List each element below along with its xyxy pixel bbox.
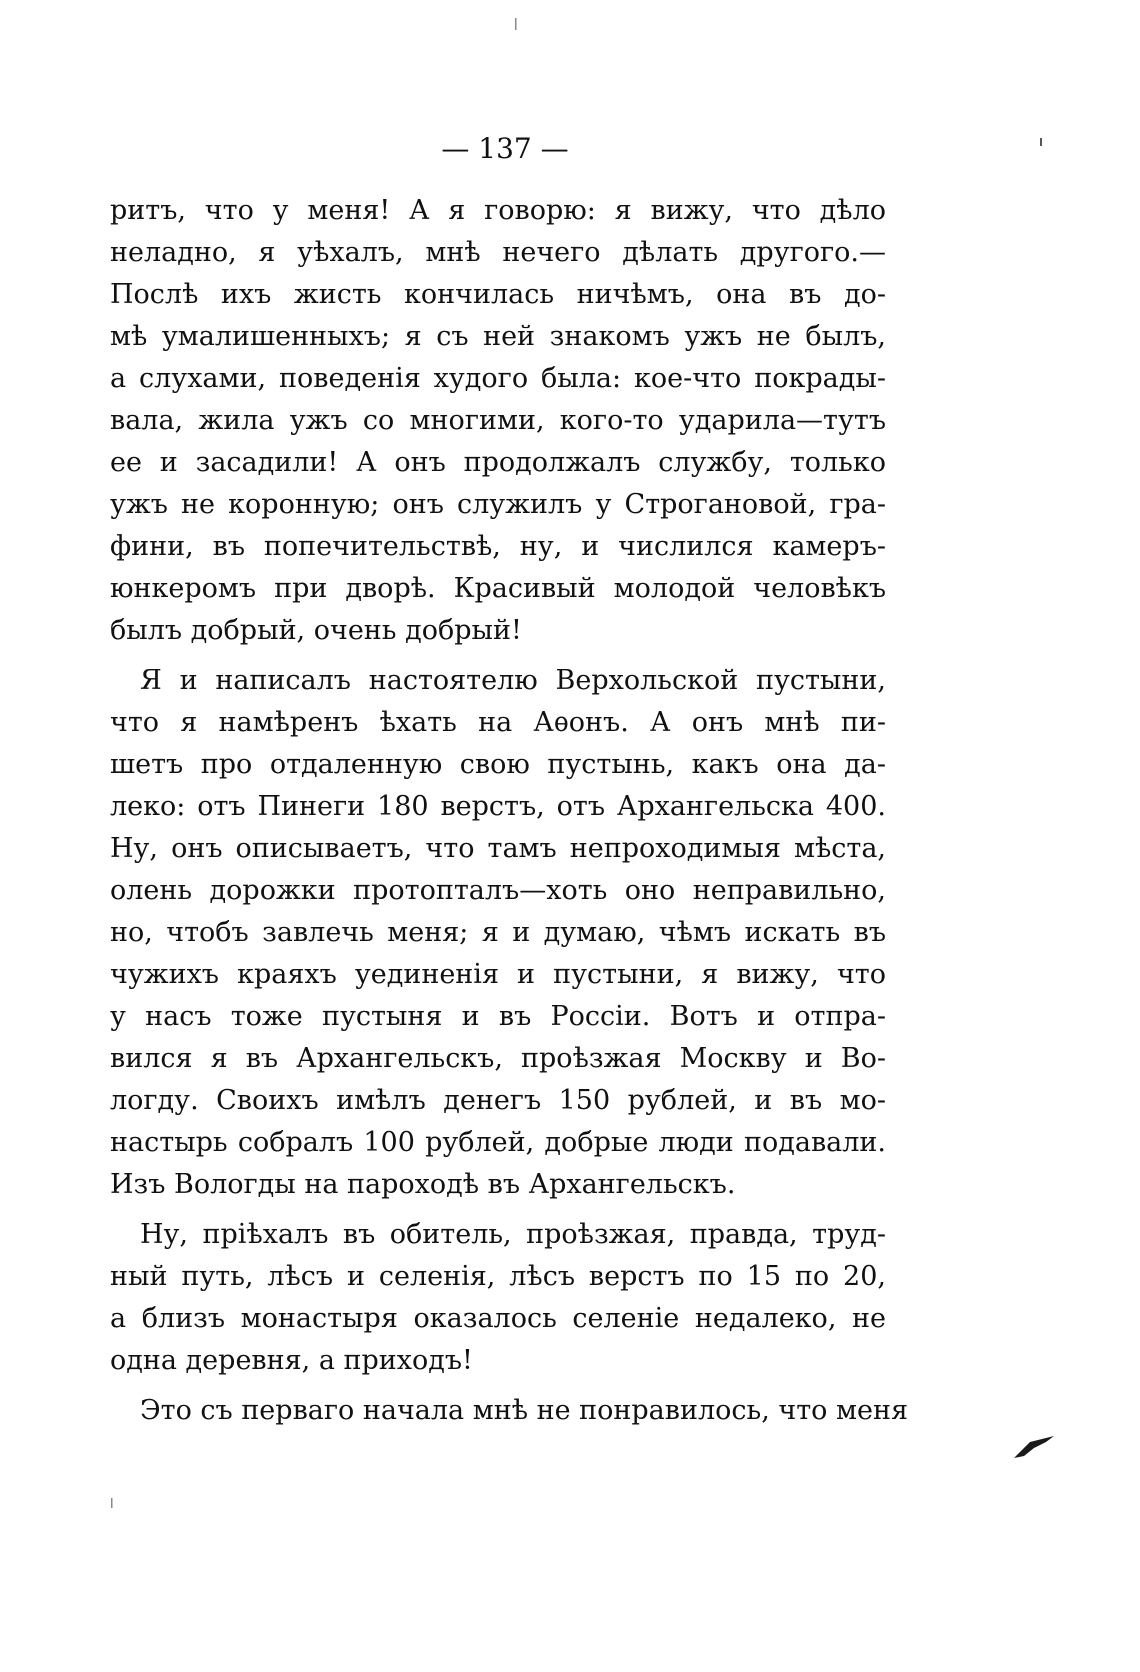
text-line: а слухами, поведенія худого была: кое-что покрады- xyxy=(110,363,886,394)
text-line: у насъ тоже пустыня и въ Россіи. Вотъ и отпра- xyxy=(110,1001,886,1032)
text-line: вился я въ Архангельскъ, проѣзжая Москву и Во- xyxy=(110,1043,886,1074)
text-line: фини, въ попечительствѣ, ну, и числился камеръ- xyxy=(110,531,886,562)
text-line: ный путь, лѣсъ и селенія, лѣсъ верстъ по 15 по 20, xyxy=(110,1261,886,1292)
text-line: Ну, пріѣхалъ въ обитель, проѣзжая, правда, труд- xyxy=(140,1219,886,1250)
text-line: Я и написалъ настоятелю Верхольской пустыни, xyxy=(140,665,886,696)
text-line: леко: отъ Пинеги 180 верстъ, отъ Архангельска 400. xyxy=(110,791,886,822)
text-line: одна деревня, а приходъ! xyxy=(110,1345,473,1376)
text-line: а близъ монастыря оказалось селеніе недалеко, не xyxy=(110,1303,886,1334)
ink-speck-mark xyxy=(1010,1428,1070,1468)
text-line: былъ добрый, очень добрый! xyxy=(110,615,522,646)
scan-speck xyxy=(110,1498,114,1510)
text-line: логду. Своихъ имѣлъ денегъ 150 рублей, и въ мо- xyxy=(110,1085,886,1116)
page-number: — 137 — xyxy=(441,132,569,165)
text-line: но, чтобъ завлечь меня; я и думаю, чѣмъ искать въ xyxy=(110,917,886,948)
text-line: ужъ не коронную; онъ служилъ у Строгановой, гра- xyxy=(110,489,886,520)
text-line: Послѣ ихъ жисть кончилась ничѣмъ, она въ до- xyxy=(110,279,886,310)
paragraph-gap xyxy=(110,1382,886,1390)
text-line: ее и засадили! А онъ продолжалъ службу, только xyxy=(110,447,886,478)
text-line: Изъ Вологды на пароходѣ въ Архангельскъ. xyxy=(110,1169,736,1200)
text-line: чужихъ краяхъ уединенія и пустыни, я вижу, что xyxy=(110,959,886,990)
text-line: Это съ перваго начала мнѣ не понравилось, что меня xyxy=(140,1395,908,1426)
scan-speck xyxy=(1038,138,1044,148)
text-line: юнкеромъ при дворѣ. Красивый молодой человѣкъ xyxy=(110,573,886,604)
text-line: неладно, я уѣхалъ, мнѣ нечего дѣлать другого.— xyxy=(110,237,886,268)
text-line: ритъ, что у меня! А я говорю: я вижу, что дѣло xyxy=(110,195,886,226)
scan-speck xyxy=(514,18,518,32)
body-text xyxy=(110,190,908,1432)
text-line: Ну, онъ описываетъ, что тамъ непроходимыя мѣста, xyxy=(110,833,886,864)
paragraph-gap xyxy=(110,652,886,660)
paragraph-gap xyxy=(110,1206,886,1214)
text-line: мѣ умалишенныхъ; я съ ней знакомъ ужъ не былъ, xyxy=(110,321,886,352)
text-line: олень дорожки протопталъ—хоть оно неправильно, xyxy=(110,875,886,906)
text-line: шетъ про отдаленную свою пустынь, какъ она да- xyxy=(110,749,886,780)
text-line: вала, жила ужъ со многими, кого-то ударила—тутъ xyxy=(110,405,886,436)
text-line: настырь собралъ 100 рублей, добрые люди подавали. xyxy=(110,1127,886,1158)
text-line: что я намѣренъ ѣхать на Аѳонъ. А онъ мнѣ пи- xyxy=(110,707,886,738)
